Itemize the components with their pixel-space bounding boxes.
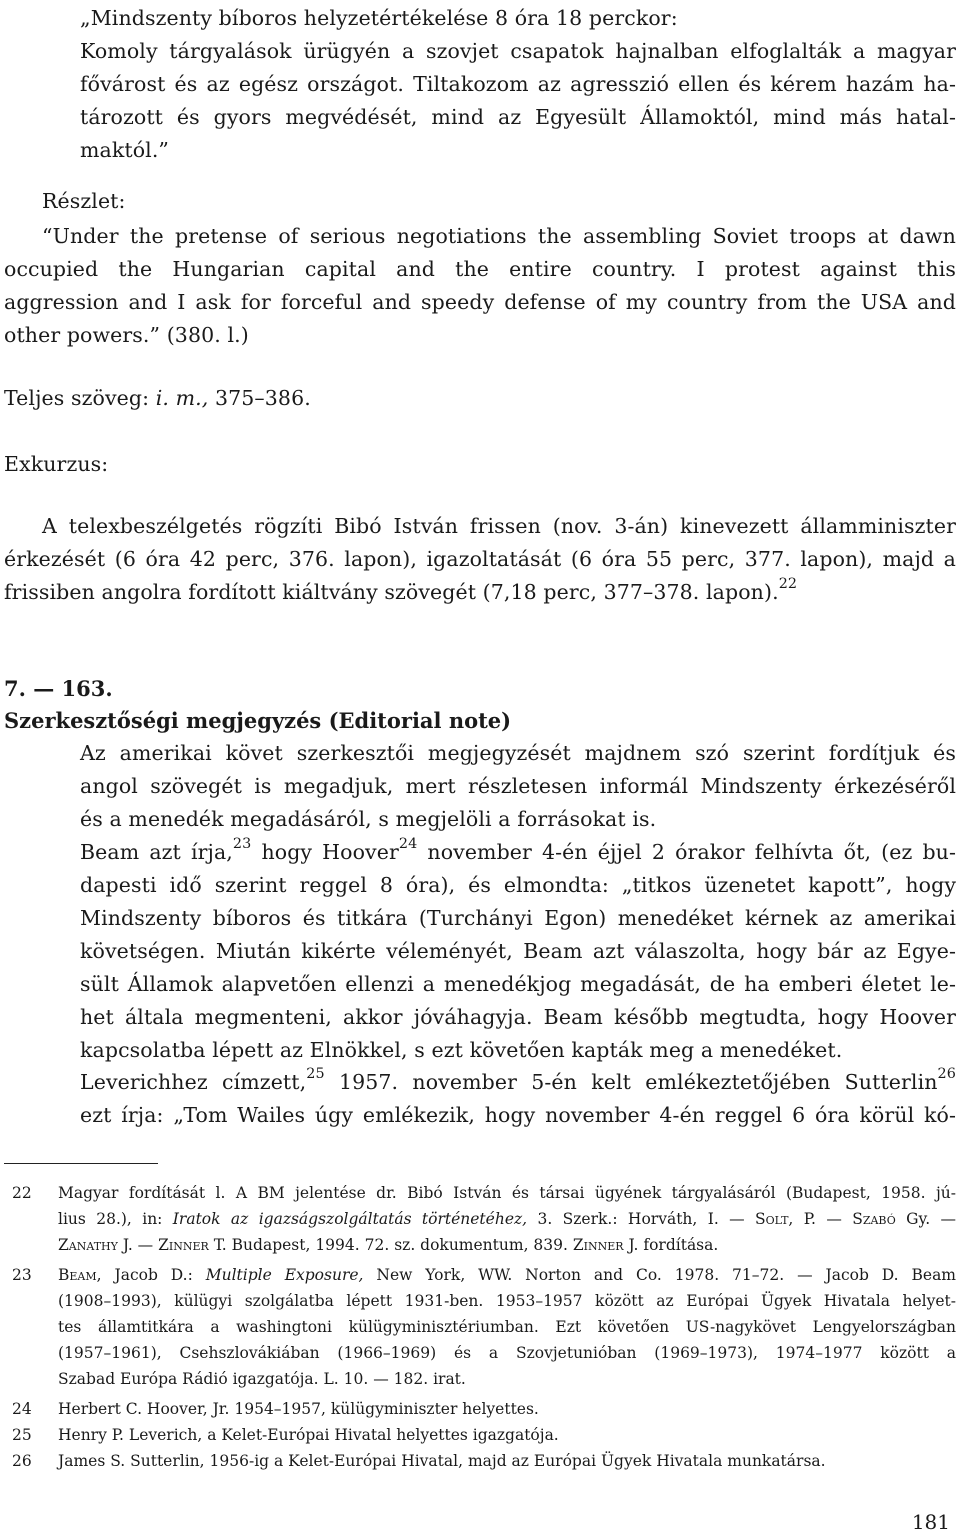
footnote-number: 24 (12, 1400, 32, 1418)
editorial-line: dapesti idő szerint reggel 8 óra), és elmondta: „titkos üzenetet kapott”, hogy (80, 873, 956, 897)
exkurzus-first-line: A telexbeszélgetés rögzíti Bibó István frissen (nov. 3-án) kinevezett államminiszter (42, 514, 956, 538)
footnote-text: Herbert C. Hoover, Jr. 1954–1957, külügyminiszter helyettes. (58, 1400, 539, 1418)
exkurzus-line-text: frissiben angolra fordított kiáltvány szövegét (7,18 perc, 377–378. lapon). (4, 580, 779, 604)
footnote-line: (1957–1961), Csehszlovákiában (1966–1969) és a Szovjetunióban (1969–1973), 1974–1977 között a (58, 1344, 956, 1362)
exkurzus-line: érkezését (6 óra 42 perc, 376. lapon), igazoltatását (6 óra 55 perc, 377. lapon), majd a (4, 547, 956, 571)
reszlet-first-line: “Under the pretense of serious negotiations the assembling Soviet troops at dawn (42, 224, 956, 248)
reszlet-line: occupied the Hungarian capital and the entire country. I protest against this (4, 257, 956, 281)
editorial-text: Leverichhez címzett, (80, 1070, 307, 1094)
editorial-line: követségen. Miután kikérte véleményét, Beam azt válaszolta, hogy bár az Egye- (80, 939, 956, 963)
footnote-22 (12, 1180, 956, 1258)
footnote-number: 23 (12, 1266, 32, 1284)
editorial-line: Mindszenty bíboros és titkára (Turchányi Egon) menedéket kérnek az amerikai (80, 906, 956, 930)
editorial-text: november 4-én éjjel 2 órakor felhívta őt, (ez bu- (417, 840, 956, 864)
editorial-line: het általa megmenteni, akkor jóváhagyja. Beam később megtudta, hogy Hoover (80, 1005, 956, 1029)
section-number: 7. — 163. (4, 676, 113, 701)
full-text-prefix: Teljes szöveg: (4, 386, 156, 410)
exkurzus-label: Exkurzus: (4, 452, 109, 476)
full-text-reference (4, 382, 311, 415)
editorial-text: 1957. november 5-én kelt emlékeztetőjében Sutterlin (324, 1070, 938, 1094)
fn-italic-title: Iratok az igazságszolgáltatás történetéhez, (172, 1210, 528, 1228)
fn-text: , Jacob D.: (96, 1266, 206, 1284)
fn-text: , P. — S (788, 1210, 863, 1228)
fn-italic-title: Multiple Exposure, (205, 1266, 364, 1284)
footnote-line: tes államtitkára a washingtoni külügyminisztériumban. Ezt követően US-nagykövet Lengyelországban (58, 1318, 956, 1336)
fn-text: Gy. — (895, 1210, 957, 1228)
fn-text: New York, WW. Norton and Co. 1978. 71–72. — Jacob D. Beam (363, 1266, 957, 1284)
editorial-line: Az amerikai követ szerkesztői megjegyzését majdnem szó szerint fordítjuk és (80, 741, 956, 765)
editorial-line (80, 836, 956, 869)
editorial-paragraph-1 (80, 737, 956, 836)
footnote-ref-24[interactable]: 24 (398, 836, 418, 853)
fn-text: Z (58, 1236, 69, 1254)
quote-line: Komoly tárgyalások ürügyén a szovjet csapatok hajnalban elfoglalták a magyar (80, 39, 956, 63)
editorial-line: kapcsolatba lépett az Elnökkel, s ezt követően kapták meg a menedéket. (80, 1038, 843, 1062)
footnote-25 (12, 1422, 956, 1448)
full-text-suffix: 375–386. (208, 386, 311, 410)
full-text-italic: i. m., (155, 386, 209, 410)
footnote-ref-25[interactable]: 25 (306, 1066, 325, 1083)
footnote-number: 25 (12, 1426, 32, 1444)
footnote-ref-23[interactable]: 23 (232, 836, 252, 853)
footnote-line: Magyar fordítását l. A BM jelentése dr. Bibó István és társai ügyének tárgyalásáról (Budapest, 1958. jú- (58, 1184, 956, 1202)
quote-line: tározott és gyors megvédését, mind az Egyesült Államoktól, mind más hatal- (80, 105, 956, 129)
editorial-paragraph-3 (80, 1066, 956, 1132)
footnote-text: Henry P. Leverich, a Kelet-Európai Hivatal helyettes igazgatója. (58, 1426, 559, 1444)
reszlet-text (4, 253, 956, 352)
exkurzus-line (4, 576, 956, 609)
fn-smallcaps: inner (168, 1236, 209, 1254)
fn-smallcaps: eam (69, 1266, 97, 1284)
editorial-line: és a menedék megadásáról, s megjelöli a forrásokat is. (80, 807, 657, 831)
footnote-26 (12, 1448, 956, 1474)
footnote-text (58, 1180, 956, 1258)
editorial-paragraph-2 (80, 836, 956, 1067)
footnote-text (58, 1262, 956, 1392)
fn-smallcaps: inner (583, 1236, 624, 1254)
page-number: 181 (911, 1510, 950, 1534)
fn-text: J. fordítása. (623, 1236, 719, 1254)
footnote-number: 22 (12, 1184, 32, 1202)
footnote-ref-26[interactable]: 26 (937, 1066, 956, 1083)
reszlet-line: aggression and I ask for forceful and speedy defense of my country from the USA and (4, 290, 956, 314)
fn-smallcaps: anathy (68, 1236, 118, 1254)
editorial-line: sült Államok alapvetően ellenzi a menedékjog megadását, de ha emberi életet le- (80, 972, 956, 996)
footnote-line (58, 1232, 956, 1258)
editorial-line: ezt írja: „Tom Wailes úgy emlékezik, hogy november 4-én reggel 6 óra körül kó- (80, 1103, 956, 1127)
exkurzus-text (4, 543, 956, 609)
editorial-text: Beam azt írja, (80, 840, 233, 864)
quote-line: fővárost és az egész országot. Tiltakozom az agresszió ellen és kérem hazám ha- (80, 72, 956, 96)
footnote-divider (4, 1163, 158, 1164)
editorial-text: hogy Hoover (251, 840, 399, 864)
fn-text: J. — Z (117, 1236, 169, 1254)
fn-smallcaps: olt (765, 1210, 789, 1228)
reszlet-label: Részlet: (42, 189, 126, 213)
quote-line: maktól.” (80, 138, 170, 162)
quote-block (80, 2, 956, 167)
footnote-line: (1908–1993), külügyi szolgálatba lépett 1931-ben. 1953–1957 között az Európai Ügyek Hivatala helyet- (58, 1292, 956, 1310)
reszlet-line: other powers.” (380. l.) (4, 323, 249, 347)
editorial-line (80, 1066, 956, 1099)
fn-text: B (58, 1266, 70, 1284)
fn-text: T. Budapest, 1994. 72. sz. dokumentum, 839. Z (208, 1236, 584, 1254)
fn-text: 3. Szerk.: Horváth, I. — S (527, 1210, 766, 1228)
quote-line: „Mindszenty bíboros helyzetértékelése 8 óra 18 perckor: (80, 6, 678, 30)
footnote-line (58, 1262, 956, 1288)
footnote-ref-22[interactable]: 22 (778, 576, 798, 593)
fn-smallcaps: zabó (862, 1210, 896, 1228)
footnote-24 (12, 1396, 956, 1422)
footnote-line: Szabad Európa Rádió igazgatója. L. 10. — 182. irat. (58, 1370, 466, 1388)
fn-text: lius 28.), in: (58, 1210, 173, 1228)
footnote-number: 26 (12, 1452, 32, 1470)
footnote-text: James S. Sutterlin, 1956-ig a Kelet-Európai Hivatal, majd az Európai Ügyek Hivatala munkatársa. (58, 1452, 826, 1470)
footnote-line (58, 1206, 956, 1232)
footnote-23 (12, 1262, 956, 1392)
editorial-line: angol szövegét is megadjuk, mert részletesen informál Mindszenty érkezéséről (80, 774, 956, 798)
section-title: Szerkesztőségi megjegyzés (Editorial note) (4, 708, 512, 733)
